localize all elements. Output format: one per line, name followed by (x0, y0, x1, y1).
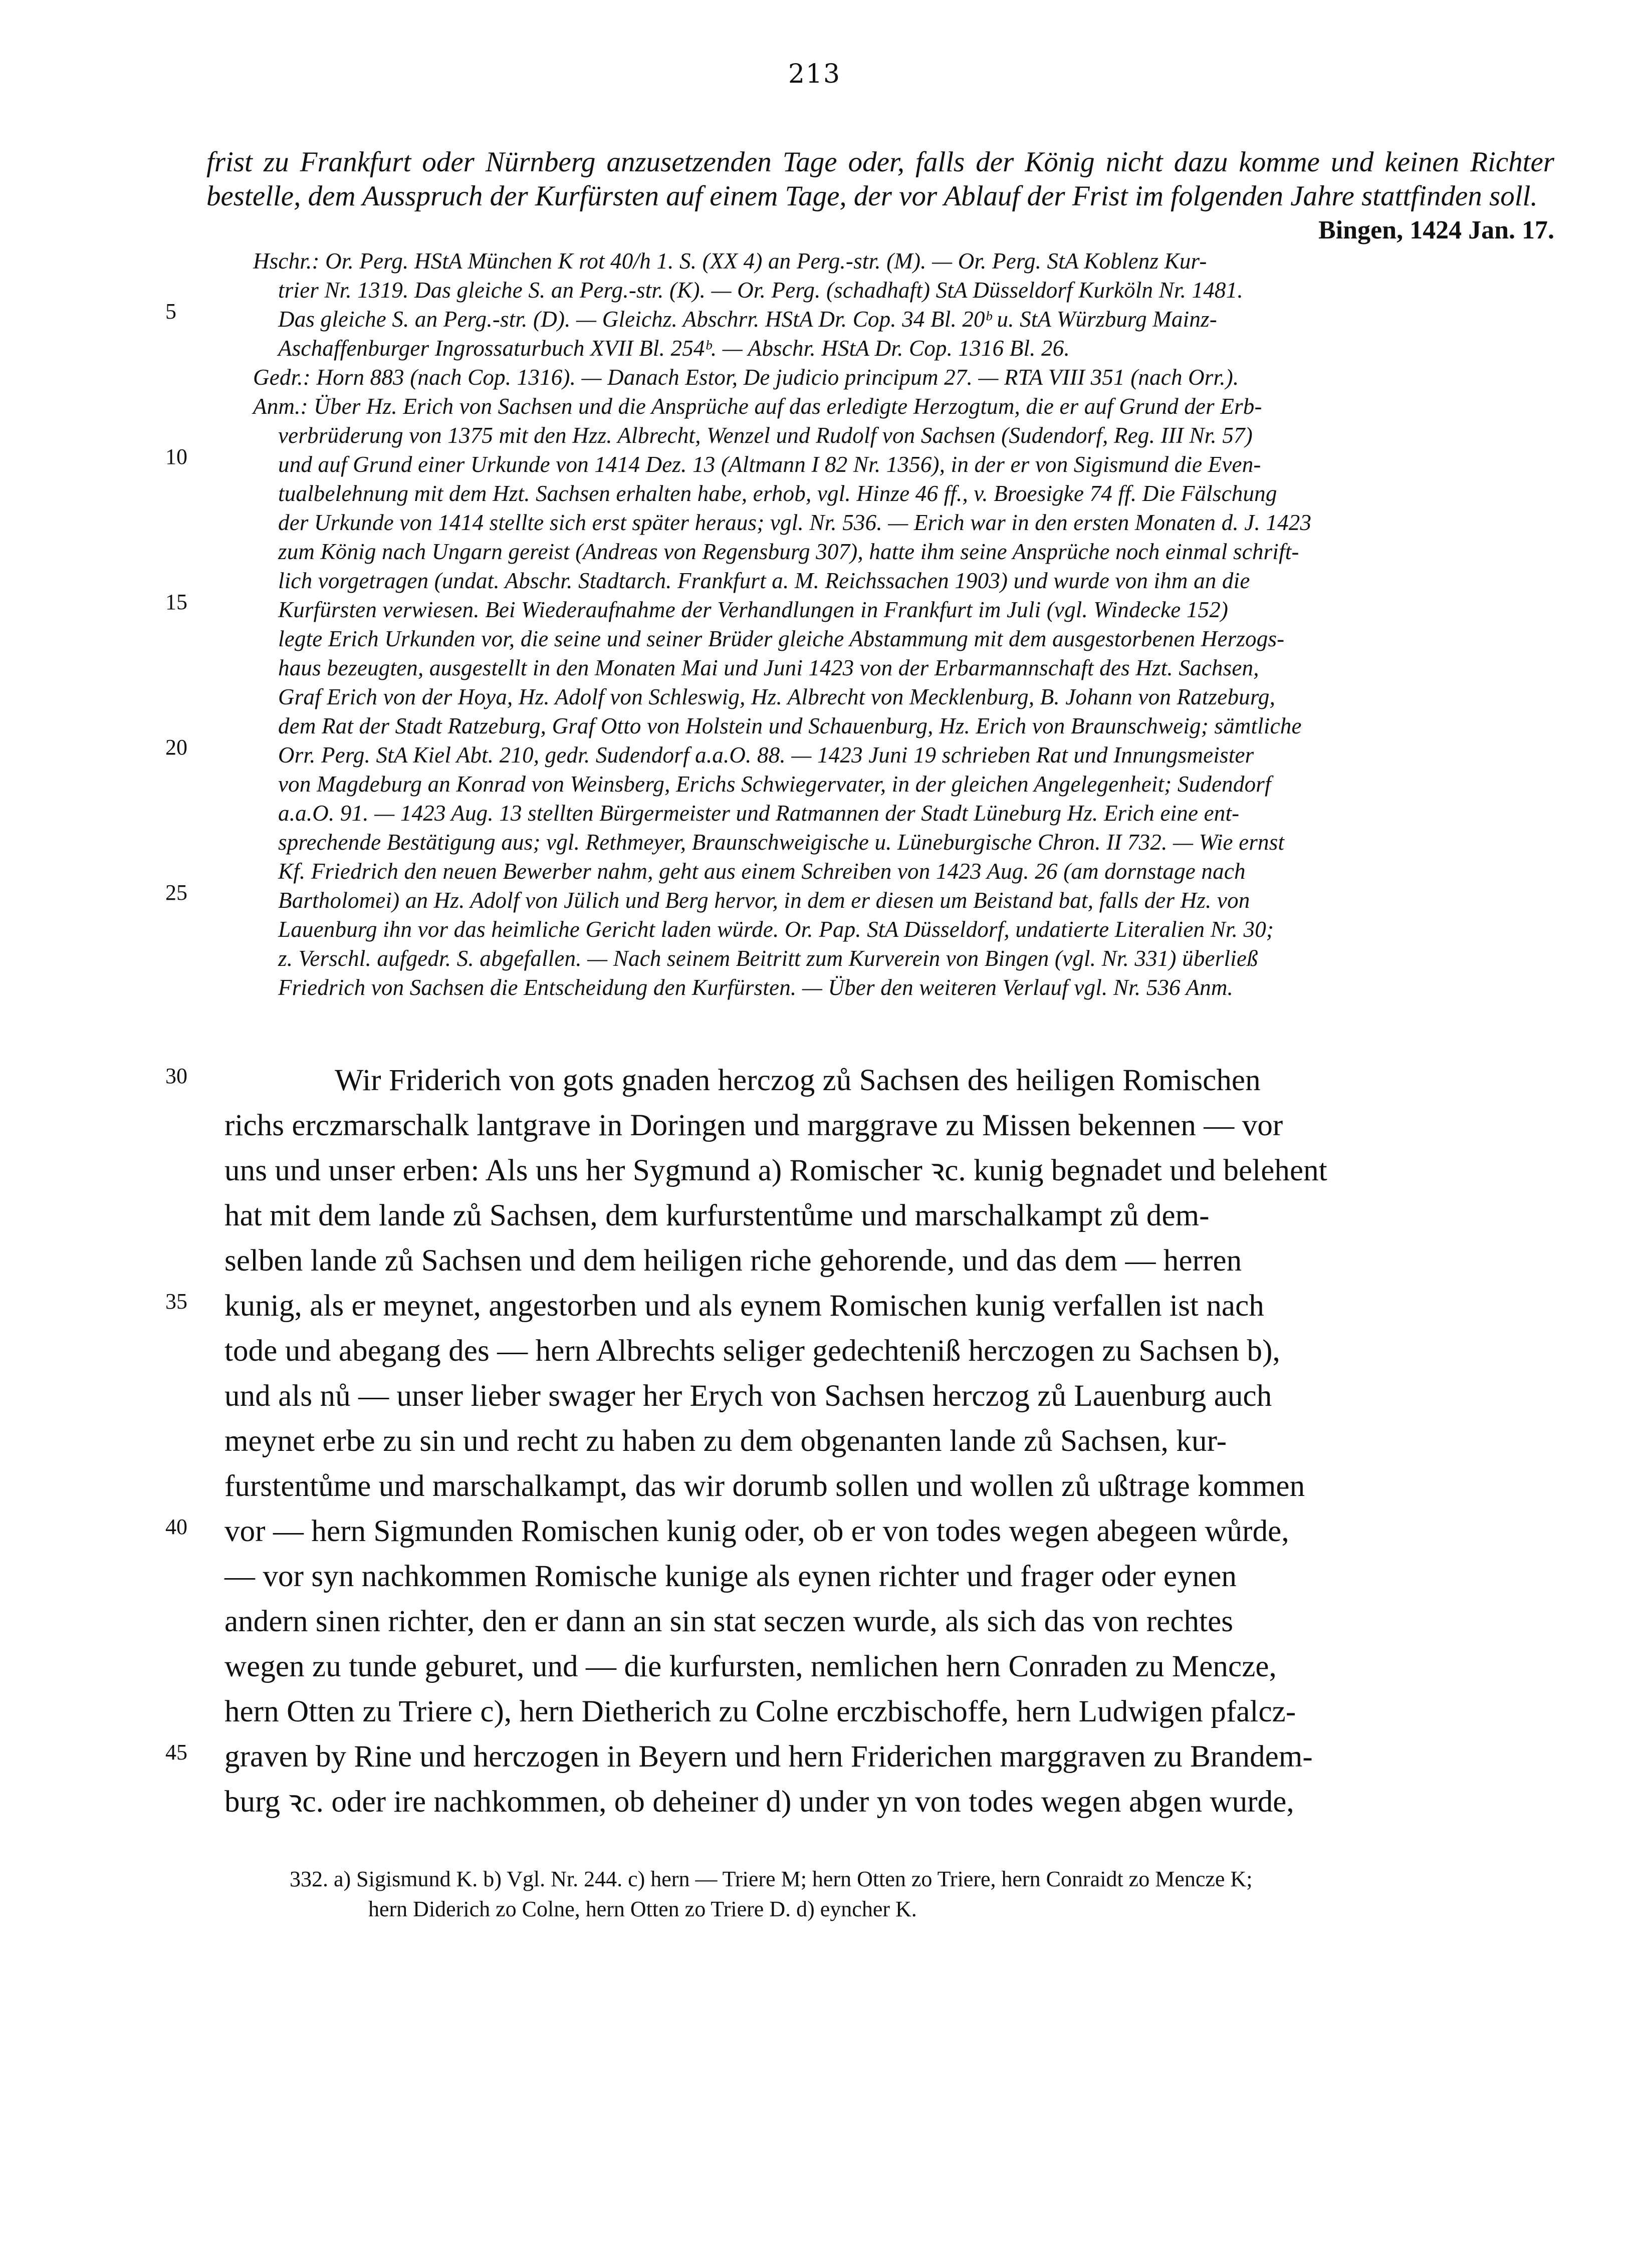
body-line: richs erczmarschalk lantgrave in Doringen und marggrave zu Missen bekennen — vor (224, 1109, 1283, 1142)
apparatus-line: der Urkunde von 1414 stellte sich erst später heraus; vgl. Nr. 536. — Erich war in den ersten Monaten d. J. 1423 (278, 510, 1312, 535)
body-line: selben lande zů Sachsen und dem heiligen riche gehorende, und das dem — herren (224, 1244, 1242, 1278)
apparatus-line: Kurfürsten verwiesen. Bei Wiederaufnahme der Verhandlungen in Frankfurt im Juli (vgl. Windecke 152) (278, 597, 1229, 622)
apparatus-line: Gedr.: Horn 883 (nach Cop. 1316). — Danach Estor, De judicio principum 27. — RTA VIII 351 (nach Orr.). (253, 365, 1239, 390)
apparatus-line: und auf Grund einer Urkunde von 1414 Dez. 13 (Altmann I 82 Nr. 1356), in der er von Sigismund die Even- (278, 452, 1261, 477)
body-line: und als nů — unser lieber swager her Erych von Sachsen herczog zů Lauenburg auch (224, 1379, 1272, 1413)
apparatus-line: Hschr.: Or. Perg. HStA München K rot 40/h 1. S. (XX 4) an Perg.-str. (M). — Or. Perg. StA Koblenz Kur- (253, 248, 1207, 274)
body-line: vor — hern Sigmunden Romischen kunig oder, ob er von todes wegen abegeen wůrde, (224, 1515, 1289, 1548)
apparatus-line: Friedrich von Sachsen die Entscheidung den Kurfürsten. — Über den weiteren Verlauf vgl. Nr. 536 Anm. (278, 975, 1234, 1000)
apparatus-line: a.a.O. 91. — 1423 Aug. 13 stellten Bürgermeister und Ratmannen der Stadt Lüneburg Hz. Erich eine ent- (278, 801, 1240, 826)
body-line: graven by Rine und herczogen in Beyern und hern Friderichen marggraven zu Brandem- (224, 1740, 1313, 1774)
line-number: 30 (165, 1064, 187, 1088)
body-line: uns und unser erben: Als uns her Sygmund a) Romischer ꝛc. kunig begnadet und belehent (224, 1154, 1327, 1187)
apparatus-line: verbrüderung von 1375 mit den Hzz. Albrecht, Wenzel und Rudolf von Sachsen (Sudendorf, Reg. III Nr. 57) (278, 423, 1253, 448)
apparatus-line: Lauenburg ihn vor das heimliche Gericht laden würde. Or. Pap. StA Düsseldorf, undatierte Literalien Nr. 30; (278, 917, 1274, 942)
body-line: wegen zu tunde geburet, und — die kurfursten, nemlichen hern Conraden zu Mencze, (224, 1650, 1277, 1683)
page-number: 213 (788, 59, 841, 89)
apparatus-line: Graf Erich von der Hoya, Hz. Adolf von Schleswig, Hz. Albrecht von Mecklenburg, B. Johann von Ratzeburg, (278, 684, 1276, 709)
body-line: Wir Friderich von gots gnaden herczog zů Sachsen des heiligen Romischen (335, 1064, 1261, 1097)
apparatus-line: Aschaffenburger Ingrossaturbuch XVII Bl. 254ᵇ. — Abschr. HStA Dr. Cop. 1316 Bl. 26. (278, 336, 1070, 361)
body-line: andern sinen richter, den er dann an sin stat seczen wurde, als sich das von rechtes (224, 1605, 1234, 1638)
regest-text: frist zu Frankfurt oder Nürnberg anzusetzenden Tage oder, falls der König nicht dazu komme und keinen Richter bestelle, dem Ausspruch der Kurfürsten auf einem Tage, der vor Ablauf der Frist im folgenden Jahre stattfinden soll. (206, 146, 1554, 212)
apparatus-line: lich vorgetragen (undat. Abschr. Stadtarch. Frankfurt a. M. Reichssachen 1903) und wurde von ihm an die (278, 568, 1250, 593)
apparatus-line: legte Erich Urkunden vor, die seine und seiner Brüder gleiche Abstammung mit dem ausgestorbenen Herzogs- (278, 626, 1285, 651)
apparatus-line: von Magdeburg an Konrad von Weinsberg, Erichs Schwiegervater, in der gleichen Angelegenheit; Sudendorf (278, 772, 1271, 797)
apparatus-line: Kf. Friedrich den neuen Bewerber nahm, geht aus einem Schreiben von 1423 Aug. 26 (am dornstage nach (278, 859, 1246, 884)
apparatus-line: Orr. Perg. StA Kiel Abt. 210, gedr. Sudendorf a.a.O. 88. — 1423 Juni 19 schrieben Rat und Innungsmeister (278, 742, 1254, 768)
body-line: — vor syn nachkommen Romische kunige als eynen richter und frager oder eynen (224, 1560, 1237, 1593)
body-line: furstentůme und marschalkampt, das wir dorumb sollen und wollen zů ußtrage kommen (224, 1469, 1305, 1503)
line-number: 10 (165, 444, 187, 469)
body-line: meynet erbe zu sin und recht zu haben zu dem obgenanten lande zů Sachsen, kur- (224, 1424, 1227, 1458)
line-number: 40 (165, 1515, 187, 1539)
apparatus-line: sprechende Bestätigung aus; vgl. Rethmeyer, Braunschweigische u. Lüneburgische Chron. II 732. — Wie ernst (278, 830, 1285, 855)
body-line: tode und abegang des — hern Albrechts seliger gedechteniß herczogen zu Sachsen b), (224, 1334, 1280, 1368)
body-line: kunig, als er meynet, angestorben und als eynem Romischen kunig verfallen ist nach (224, 1289, 1264, 1323)
apparatus-line: z. Verschl. aufgedr. S. abgefallen. — Nach seinem Beitritt zum Kurverein von Bingen (vgl. Nr. 331) überließ (278, 946, 1258, 971)
line-number: 35 (165, 1289, 187, 1314)
regest-summary (206, 145, 1554, 247)
body-line: hern Otten zu Triere c), hern Dietherich zu Colne erczbischoffe, hern Ludwigen pfalcz- (224, 1695, 1296, 1728)
footnote-line: hern Diderich zo Colne, hern Otten zo Triere D. d) eyncher K. (368, 1897, 917, 1921)
apparatus-line: haus bezeugten, ausgestellt in den Monaten Mai und Juni 1423 von der Erbarmannschaft des Hzt. Sachsen, (278, 655, 1259, 680)
body-line: burg ꝛc. oder ire nachkommen, ob deheiner d) under yn von todes wegen abgen wurde, (224, 1785, 1294, 1819)
footnote-line: 332. a) Sigismund K. b) Vgl. Nr. 244. c) hern — Triere M; hern Otten zo Triere, hern Conraidt zo Mencze K; (290, 1867, 1253, 1891)
line-number: 25 (165, 880, 187, 905)
apparatus-line: tualbelehnung mit dem Hzt. Sachsen erhalten habe, erhob, vgl. Hinze 46 ff., v. Broesigke 74 ff. Die Fälschung (278, 481, 1277, 506)
apparatus-line: trier Nr. 1319. Das gleiche S. an Perg.-str. (K). — Or. Perg. (schadhaft) StA Düsseldorf Kurköln Nr. 1481. (278, 278, 1243, 303)
apparatus-line: dem Rat der Stadt Ratzeburg, Graf Otto von Holstein und Schauenburg, Hz. Erich von Braunschweig; sämtliche (278, 713, 1302, 738)
apparatus-line: Das gleiche S. an Perg.-str. (D). — Gleichz. Abschrr. HStA Dr. Cop. 34 Bl. 20ᵇ u. StA Würzburg Mainz- (278, 307, 1217, 332)
line-number: 45 (165, 1740, 187, 1765)
apparatus-line: Bartholomei) an Hz. Adolf von Jülich und Berg hervor, in dem er diesen um Beistand bat, falls der Hz. von (278, 888, 1250, 913)
line-number: 15 (165, 590, 187, 614)
line-number: 20 (165, 735, 187, 760)
regest-date: Bingen, 1424 Jan. 17. (1318, 216, 1554, 244)
line-number: 5 (165, 299, 176, 324)
apparatus-line: Anm.: Über Hz. Erich von Sachsen und die Ansprüche auf das erledigte Herzogtum, die er auf Grund der Erb- (253, 394, 1262, 419)
apparatus-line: zum König nach Ungarn gereist (Andreas von Regensburg 307), hatte ihm seine Ansprüche noch einmal schrift- (278, 539, 1299, 564)
body-line: hat mit dem lande zů Sachsen, dem kurfurstentůme und marschalkampt zů dem- (224, 1199, 1210, 1232)
